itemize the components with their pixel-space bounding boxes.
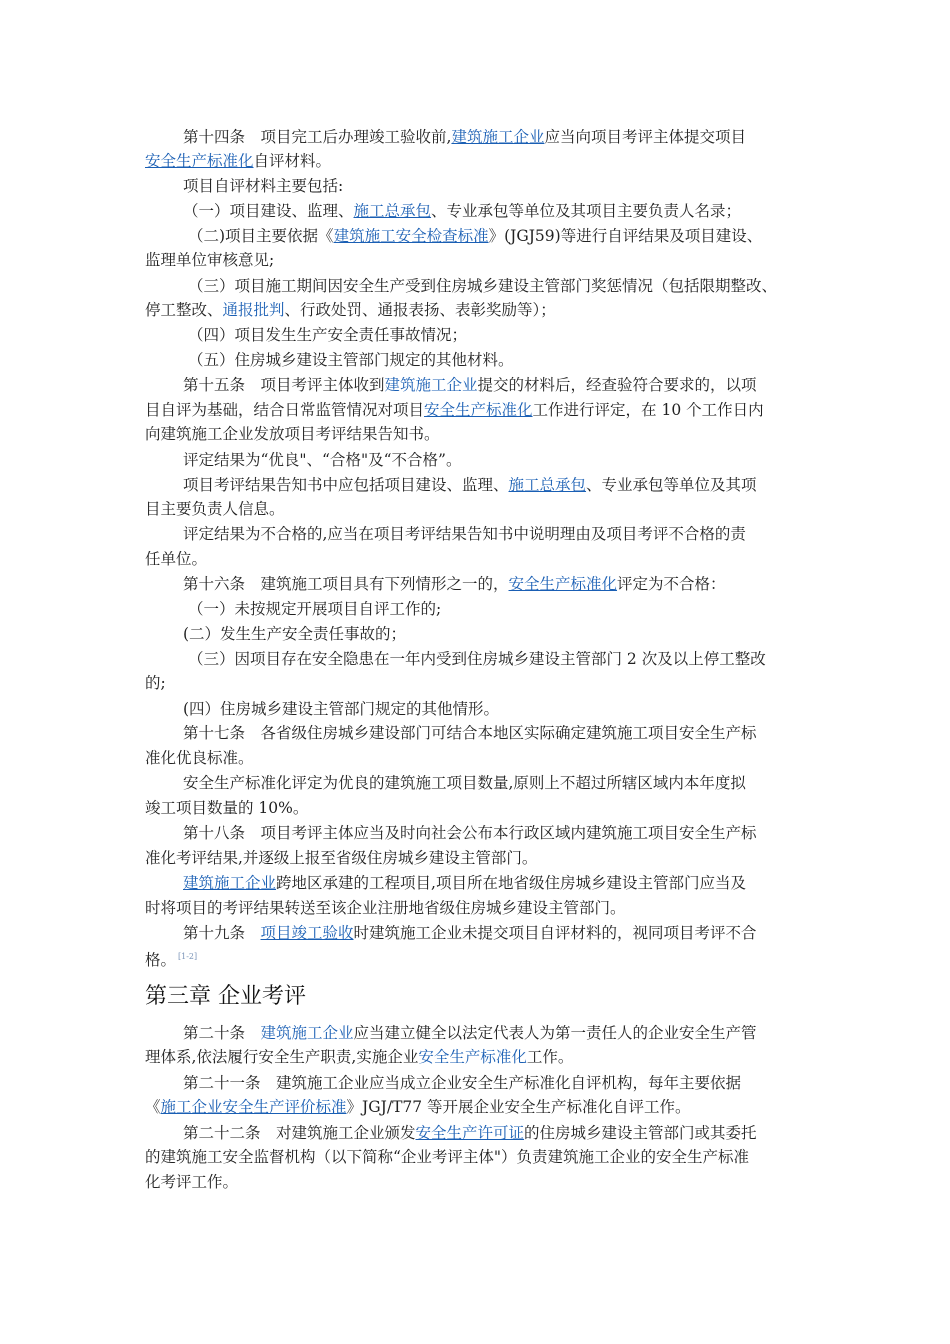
article-15-line-2: 目自评为基础，结合日常监管情况对项目安全生产标准化工作进行评定，在 10 个工作日内 xyxy=(145,401,764,419)
reference-marker[interactable]: [1-2] xyxy=(178,952,198,961)
article-14-line-1: 第十四条 项目完工后办理竣工验收前,建筑施工企业应当向项目考评主体提交项目 xyxy=(183,128,746,146)
article-19-line-2: 格。 [1-2] xyxy=(145,951,198,970)
link-safety-standardization[interactable]: 安全生产标准化 xyxy=(418,1048,527,1066)
article-15-line-3: 向建筑施工企业发放项目考评结果告知书。 xyxy=(145,425,440,443)
article-16-item-2: (二）发生生产安全责任事故的； xyxy=(183,625,407,643)
article-22-line-1: 第二十二条 对建筑施工企业颁发安全生产许可证的住房城乡建设主管部门或其委托 xyxy=(183,1124,757,1142)
failed-result-line-2: 任单位。 xyxy=(145,550,208,568)
notice-contents-line-2: 目主要负责人信息。 xyxy=(145,500,285,518)
article-22-line-2: 的建筑施工安全监督机构（以下简称“企业考评主体"）负责建筑施工企业的安全生产标准 xyxy=(145,1148,750,1166)
article-21-line-1: 第二十一条 建筑施工企业应当成立企业安全生产标准化自评机构，每年主要依据 xyxy=(183,1074,742,1092)
self-evaluation-intro: 项目自评材料主要包括: xyxy=(183,177,344,195)
notice-contents-line-1: 项目考评结果告知书中应包括项目建设、监理、施工总承包、专业承包等单位及其项 xyxy=(183,476,757,494)
list-item-2-line-1: （二)项目主要依据《建筑施工安全检查标准》(JGJ59)等进行自评结果及项目建设、 xyxy=(188,227,763,245)
link-safety-standardization[interactable]: 安全生产标准化 xyxy=(424,401,533,419)
article-17-line-2: 准化优良标准。 xyxy=(145,749,254,767)
link-general-contractor[interactable]: 施工总承包 xyxy=(353,202,432,220)
article-21-line-2: 《施工企业安全生产评价标准》JGJ/T77 等开展企业安全生产标准化自评工作。 xyxy=(145,1098,691,1116)
link-enterprise-safety-evaluation-standard[interactable]: 施工企业安全生产评价标准 xyxy=(160,1098,347,1116)
article-17-b-line-1: 安全生产标准化评定为优良的建筑施工项目数量,原则上不超过所辖区域内本年度拟 xyxy=(183,774,746,792)
link-safety-inspection-standard[interactable]: 建筑施工安全检查标准 xyxy=(333,227,489,245)
article-16-item-1: （一）未按规定开展项目自评工作的; xyxy=(188,600,442,618)
link-notice-criticism[interactable]: 通报批判 xyxy=(222,301,285,319)
evaluation-result-types: 评定结果为“优良"、“合格"及“不合格”。 xyxy=(183,451,462,469)
article-20-line-2: 理体系,依法履行安全生产职责,实施企业安全生产标准化工作。 xyxy=(145,1048,574,1066)
article-14-line-2: 安全生产标准化自评材料。 xyxy=(145,152,332,170)
article-20-line-1: 第二十条 建筑施工企业应当建立健全以法定代表人为第一责任人的企业安全生产管 xyxy=(183,1024,757,1042)
article-17-b-line-2: 竣工项目数量的 10%。 xyxy=(145,799,309,817)
link-construction-enterprise[interactable]: 建筑施工企业 xyxy=(384,376,478,394)
list-item-3-line-1: （三）项目施工期间因安全生产受到住房城乡建设主管部门奖惩情况（包括限期整改、 xyxy=(188,277,778,295)
link-safety-standardization[interactable]: 安全生产标准化 xyxy=(508,575,618,593)
article-18-line-1: 第十八条 项目考评主体应当及时向社会公布本行政区域内建筑施工项目安全生产标 xyxy=(183,824,757,842)
chapter-3-heading: 第三章 企业考评 xyxy=(145,984,306,1009)
article-18-b-line-1: 建筑施工企业跨地区承建的工程项目,项目所在地省级住房城乡建设主管部门应当及 xyxy=(183,874,746,892)
link-project-completion-acceptance[interactable]: 项目竣工验收 xyxy=(260,924,354,942)
article-16: 第十六条 建筑施工项目具有下列情形之一的，安全生产标准化评定为不合格： xyxy=(183,575,726,593)
article-16-item-3-line-2: 的; xyxy=(145,674,166,692)
article-18-line-2: 准化考评结果,并逐级上报至省级住房城乡建设主管部门。 xyxy=(145,849,538,867)
list-item-5: （五）住房城乡建设主管部门规定的其他材料。 xyxy=(188,351,514,369)
link-construction-enterprise[interactable]: 建筑施工企业 xyxy=(260,1024,354,1042)
article-18-b-line-2: 时将项目的考评结果转送至该企业注册地省级住房城乡建设主管部门。 xyxy=(145,899,626,917)
link-construction-enterprise[interactable]: 建筑施工企业 xyxy=(451,128,545,146)
article-16-item-3-line-1: （三）因项目存在安全隐患在一年内受到住房城乡建设主管部门 2 次及以上停工整改 xyxy=(188,650,766,668)
failed-result-line-1: 评定结果为不合格的,应当在项目考评结果告知书中说明理由及项目考评不合格的责 xyxy=(183,525,746,543)
list-item-1: （一）项目建设、监理、施工总承包、专业承包等单位及其项目主要负责人名录； xyxy=(183,202,742,220)
list-item-2-line-2: 监理单位审核意见; xyxy=(145,251,275,269)
article-19-line-1: 第十九条 项目竣工验收时建筑施工企业未提交项目自评材料的，视同项目考评不合 xyxy=(183,924,757,942)
article-15-line-1: 第十五条 项目考评主体收到建筑施工企业提交的材料后，经查验符合要求的，以项 xyxy=(183,376,757,394)
link-safety-production-license[interactable]: 安全生产许可证 xyxy=(415,1124,525,1142)
link-construction-enterprise[interactable]: 建筑施工企业 xyxy=(183,874,277,892)
article-17-line-1: 第十七条 各省级住房城乡建设部门可结合本地区实际确定建筑施工项目安全生产标 xyxy=(183,724,757,742)
article-16-item-4: (四）住房城乡建设主管部门规定的其他情形。 xyxy=(183,700,500,718)
list-item-4: （四）项目发生生产安全责任事故情况； xyxy=(188,326,468,344)
list-item-3-line-2: 停工整改、通报批判、行政处罚、通报表扬、表彰奖励等）； xyxy=(145,301,556,319)
link-safety-standardization[interactable]: 安全生产标准化 xyxy=(145,152,254,170)
article-22-line-3: 化考评工作。 xyxy=(145,1173,239,1191)
link-general-contractor[interactable]: 施工总承包 xyxy=(508,476,587,494)
